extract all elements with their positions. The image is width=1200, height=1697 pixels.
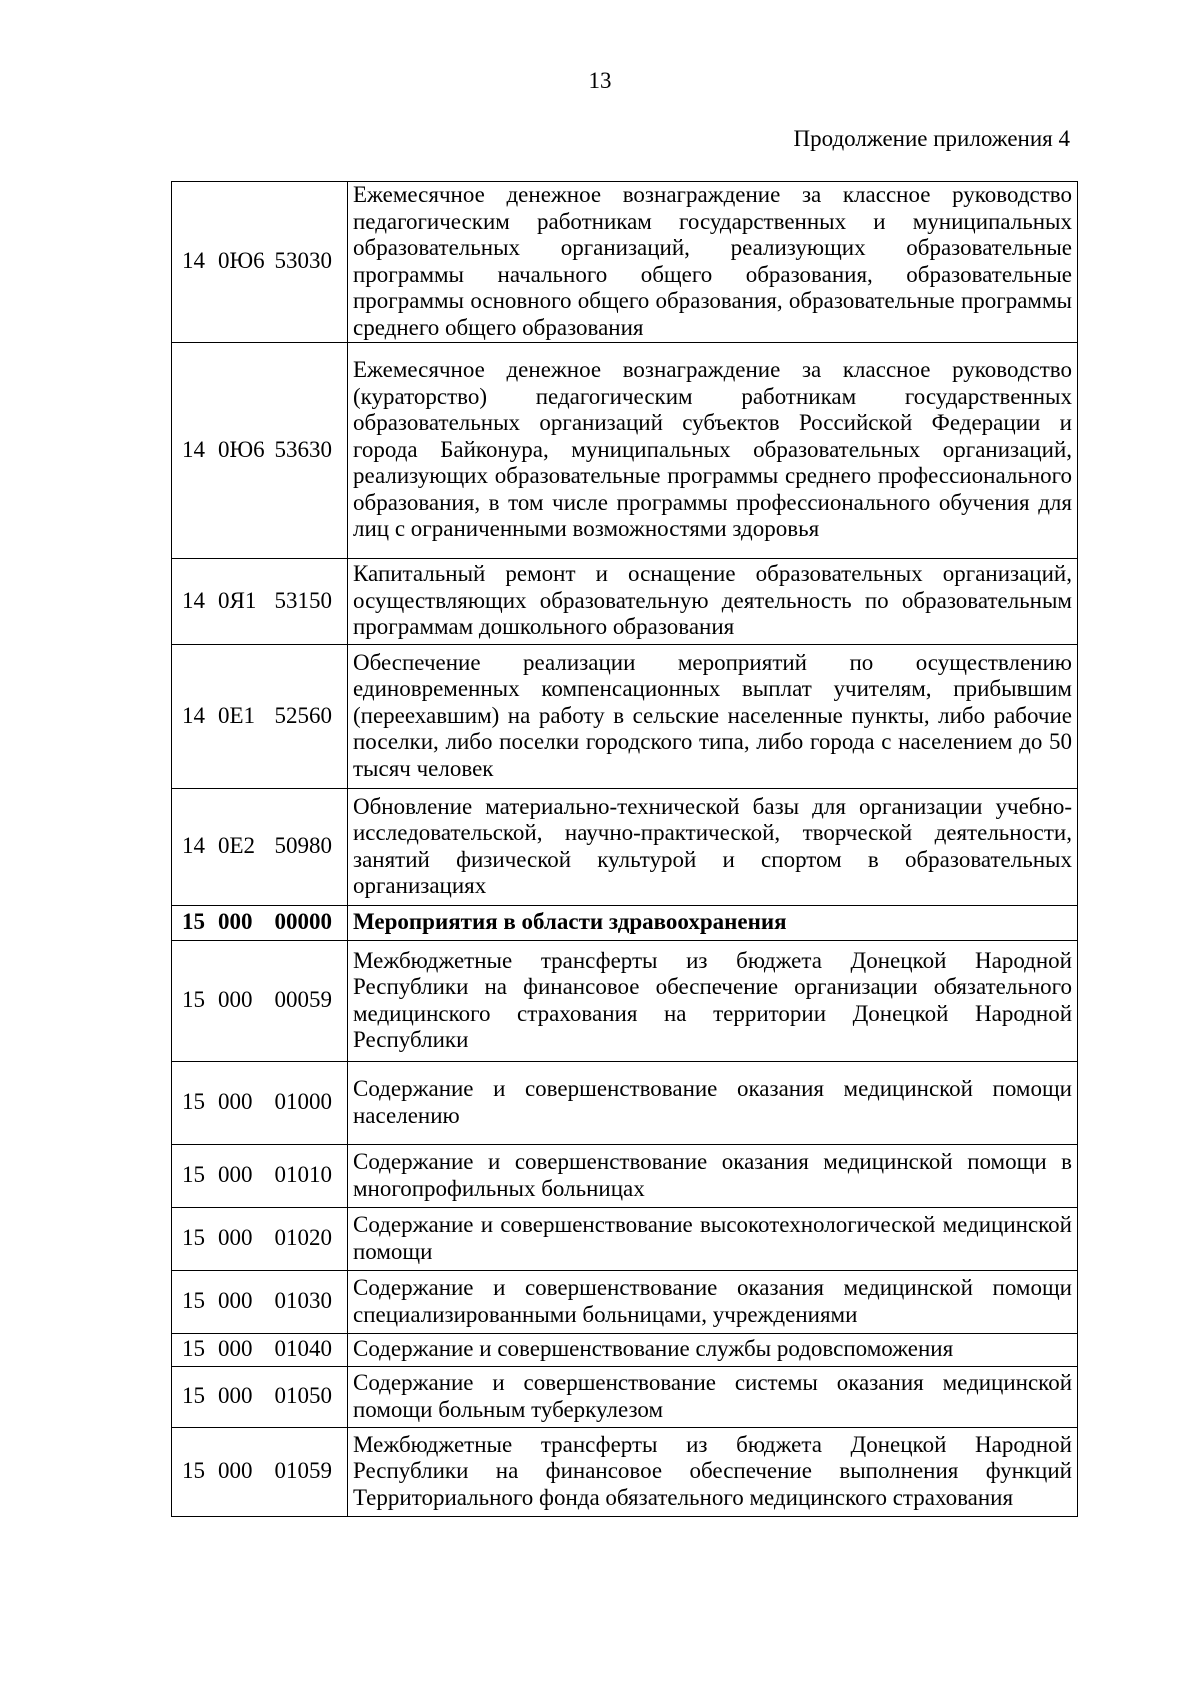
table-row — [172, 1367, 1078, 1428]
description-cell: Обеспечение реализации мероприятий по осуществлению единовременных компенсационных выплат учителям, прибывшим (переехавшим) на работу в сельские населенные пункты, либо рабочие поселки, либо поселки городского типа, либо города с населением до 50 тысяч человек — [348, 645, 1078, 789]
description-cell: Содержание и совершенствование оказания медицинской помощи населению — [348, 1062, 1078, 1145]
description-cell: Содержание и совершенствование службы родовспоможения — [348, 1334, 1078, 1367]
code-cell: 15 000 01030 — [172, 1271, 348, 1334]
table-row — [172, 1062, 1078, 1145]
code-cell: 14 0Е2 50980 — [172, 789, 348, 906]
table-row — [172, 1145, 1078, 1208]
page-number: 13 — [588, 68, 612, 93]
description-cell: Ежемесячное денежное вознаграждение за классное руководство (кураторство) педагогическим работникам государственных образовательных организаций субъектов Российской Федерации и города Байконура, муниципальных образовательных организаций, реализующих образовательные программы среднего профессионального образования, в том числе программы профессионального обучения для лиц с ограниченными возможностями здоровья — [348, 343, 1078, 559]
table-row — [172, 1334, 1078, 1367]
code-cell: 14 0Ю6 53630 — [172, 343, 348, 559]
table-row — [172, 645, 1078, 789]
table-row — [172, 1208, 1078, 1271]
code-cell: 15 000 01050 — [172, 1367, 348, 1428]
code-cell: 15 000 00059 — [172, 941, 348, 1062]
code-cell: 14 0Ю6 53030 — [172, 182, 348, 343]
table-row — [172, 1271, 1078, 1334]
code-cell: 14 0Е1 52560 — [172, 645, 348, 789]
description-cell: Ежемесячное денежное вознаграждение за классное руководство педагогическим работникам государственных и муниципальных образовательных организаций, реализующих образовательные программы начального общего образования, образовательные программы основного общего образования, образовательные программы среднего общего образования — [348, 182, 1078, 343]
description-cell: Межбюджетные трансферты из бюджета Донецкой Народной Республики на финансовое обеспечение выполнения функций Территориального фонда обязательного медицинского страхования — [348, 1428, 1078, 1517]
section-row — [172, 906, 1078, 941]
budget-code-table — [171, 181, 1078, 1517]
code-cell: 15 000 01059 — [172, 1428, 348, 1517]
description-cell: Содержание и совершенствование оказания медицинской помощи специализированными больницами, учреждениями — [348, 1271, 1078, 1334]
table-row — [172, 559, 1078, 645]
description-cell: Обновление материально-технической базы для организации учебно-исследовательской, научно-практической, творческой деятельности, занятий физической культурой и спортом в образовательных организациях — [348, 789, 1078, 906]
code-cell: 15 000 01010 — [172, 1145, 348, 1208]
table-row — [172, 941, 1078, 1062]
description-cell: Капитальный ремонт и оснащение образовательных организаций, осуществляющих образовательную деятельность по образовательным программам дошкольного образования — [348, 559, 1078, 645]
code-cell: 15 000 01020 — [172, 1208, 348, 1271]
table-row — [172, 182, 1078, 343]
code-cell: 14 0Я1 53150 — [172, 559, 348, 645]
table-row — [172, 343, 1078, 559]
table-row — [172, 1428, 1078, 1517]
continuation-label: Продолжение приложения 4 — [793, 126, 1070, 151]
code-cell: 15 000 01000 — [172, 1062, 348, 1145]
code-cell: 15 000 00000 — [172, 906, 348, 941]
description-cell: Межбюджетные трансферты из бюджета Донецкой Народной Республики на финансовое обеспечение организации обязательного медицинского страхования на территории Донецкой Народной Республики — [348, 941, 1078, 1062]
code-cell: 15 000 01040 — [172, 1334, 348, 1367]
table-row — [172, 789, 1078, 906]
description-cell: Содержание и совершенствование системы оказания медицинской помощи больным туберкулезом — [348, 1367, 1078, 1428]
section-title-cell: Мероприятия в области здравоохранения — [348, 906, 1078, 941]
description-cell: Содержание и совершенствование оказания медицинской помощи в многопрофильных больницах — [348, 1145, 1078, 1208]
description-cell: Содержание и совершенствование высокотехнологической медицинской помощи — [348, 1208, 1078, 1271]
